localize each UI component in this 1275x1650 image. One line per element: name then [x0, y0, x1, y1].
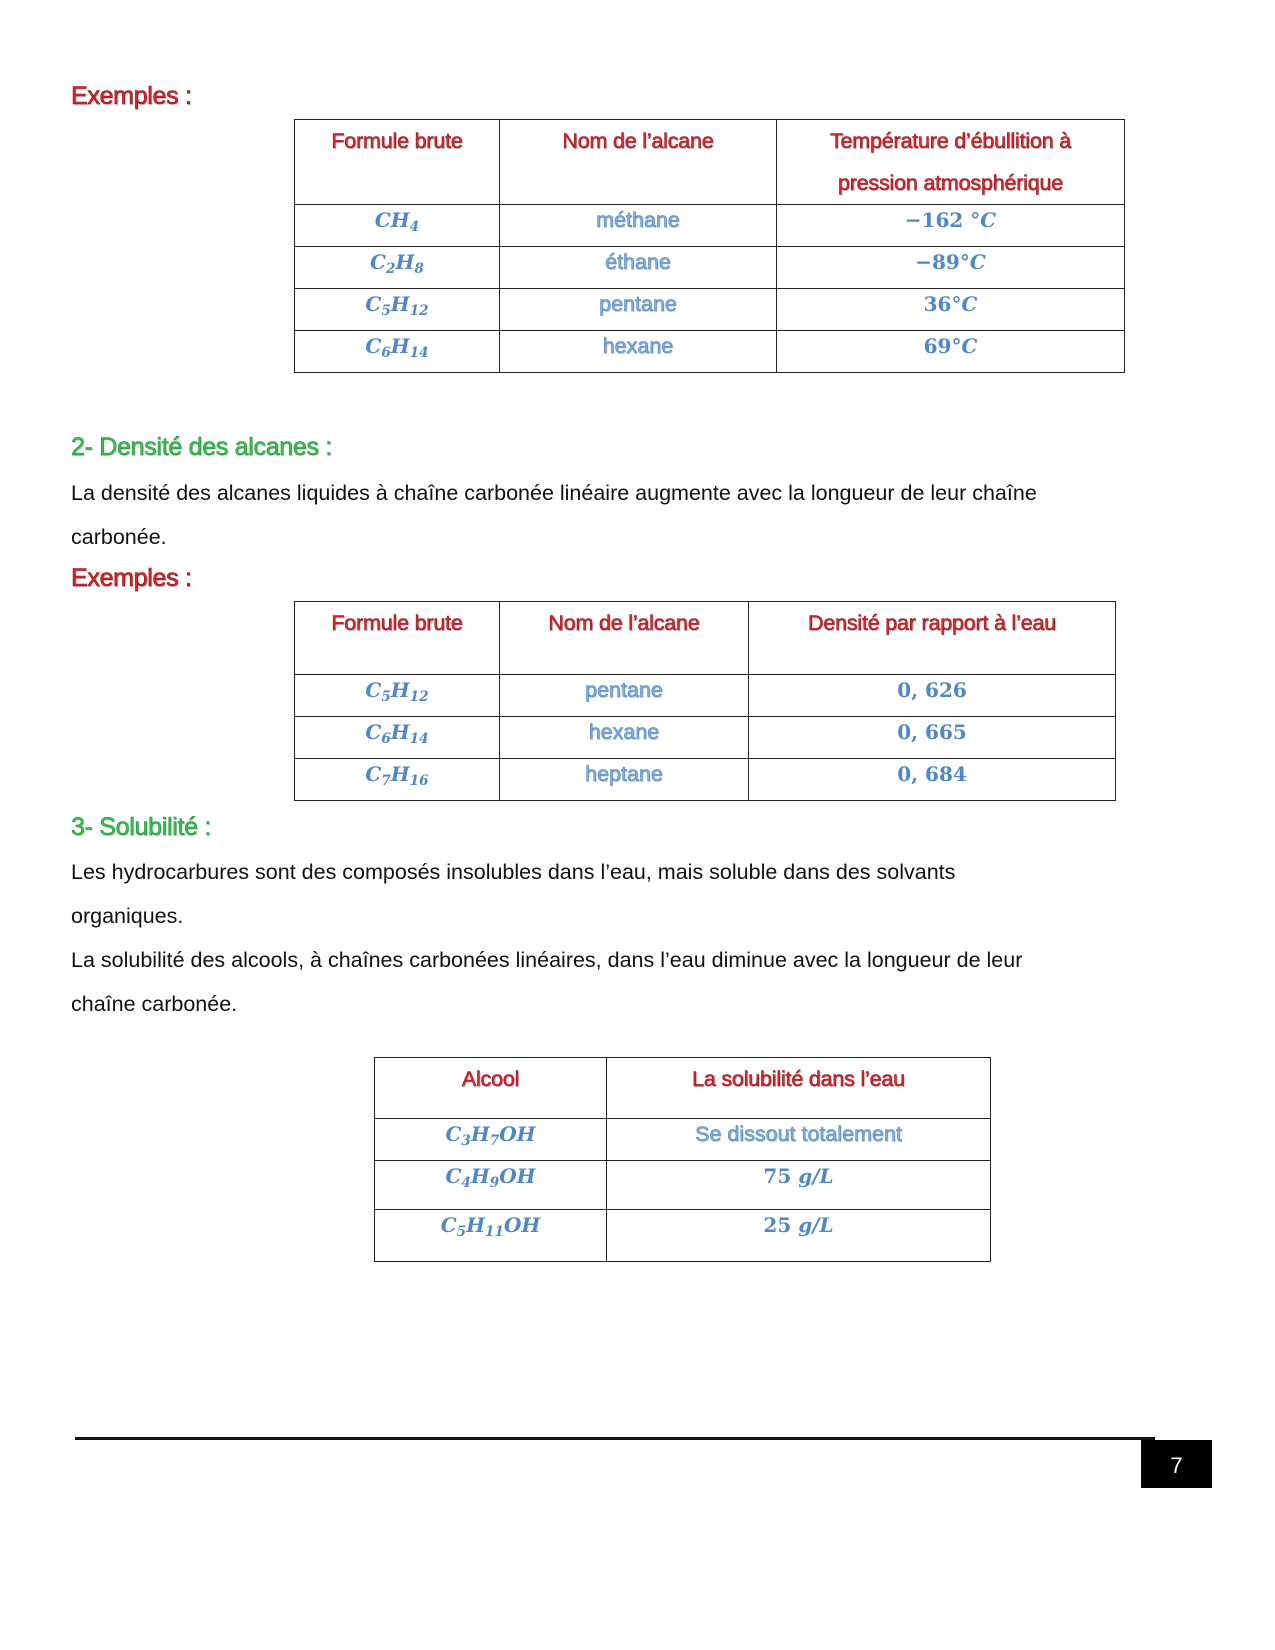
page-number: 7	[1141, 1440, 1212, 1488]
formula-cell: $C_5H_{12}$	[295, 675, 500, 717]
formula-cell: $C_5H_{12}$	[295, 289, 500, 331]
boiling-value-cell: 36°C	[777, 289, 1125, 331]
boiling-point-table	[294, 119, 1125, 373]
table-row	[295, 289, 1125, 331]
table-header-row	[375, 1058, 991, 1119]
formula-cell: $C_6H_{14}$	[295, 717, 500, 759]
section-3-title: 3- Solubilité :	[71, 813, 212, 841]
name-cell: éthane	[500, 247, 777, 289]
name-cell: pentane	[500, 289, 777, 331]
section-2-paragraph	[71, 471, 1211, 559]
table-row	[295, 205, 1125, 247]
header-formule-brute: Formule brute	[295, 120, 500, 205]
density-value-cell: 0, 684	[749, 759, 1116, 801]
table-row	[295, 759, 1116, 801]
table-row	[295, 247, 1125, 289]
header-temperature-line2: pression atmosphérique	[837, 171, 1064, 195]
formula-cell: $C_2H_8$	[295, 247, 500, 289]
header-formule-brute: Formule brute	[295, 602, 500, 675]
table-header-row	[295, 120, 1125, 205]
table-row	[295, 675, 1116, 717]
examples-heading-2: Exemples :	[71, 564, 192, 592]
table-row	[375, 1210, 991, 1262]
density-value-cell: 0, 626	[749, 675, 1116, 717]
table-row	[375, 1119, 991, 1161]
formula-cell: $C_4H_9OH$	[375, 1161, 607, 1210]
formula-cell: $C_3H_7OH$	[375, 1119, 607, 1161]
header-solubilite: La solubilité dans l’eau	[607, 1058, 991, 1119]
formula-cell: $C_6H_{14}$	[295, 331, 500, 373]
solubility-table	[374, 1057, 991, 1262]
density-value-cell: 0, 665	[749, 717, 1116, 759]
examples-heading-1: Exemples :	[71, 82, 192, 110]
table-row	[295, 331, 1125, 373]
table-header-row	[295, 602, 1116, 675]
header-temperature	[777, 120, 1125, 205]
header-nom-alcane: Nom de l’alcane	[500, 120, 777, 205]
paragraph-line: La densité des alcanes liquides à chaîne carbonée linéaire augmente avec la longueur de leur chaîne	[71, 481, 1037, 505]
paragraph-line: organiques.	[71, 904, 184, 928]
paragraph-line: La solubilité des alcools, à chaînes carbonées linéaires, dans l’eau diminue avec la longueur de leur	[71, 948, 1023, 972]
section-3-paragraph	[71, 850, 1211, 1026]
header-alcool: Alcool	[375, 1058, 607, 1119]
boiling-value-cell: −162 °C	[777, 205, 1125, 247]
header-densite: Densité par rapport à l’eau	[749, 602, 1116, 675]
paragraph-line: carbonée.	[71, 525, 167, 549]
section-2-title: 2- Densité des alcanes :	[71, 433, 333, 461]
density-table	[294, 601, 1116, 801]
table-row	[295, 717, 1116, 759]
solubility-value-cell: 75 g/L	[607, 1161, 991, 1210]
table-row	[375, 1161, 991, 1210]
name-cell: hexane	[500, 331, 777, 373]
solubility-value-cell: Se dissout totalement	[607, 1119, 991, 1161]
footer-rule	[75, 1437, 1155, 1440]
boiling-value-cell: −89°C	[777, 247, 1125, 289]
header-temperature-line1: Température d’ébullition à	[829, 129, 1071, 153]
header-nom-alcane: Nom de l’alcane	[500, 602, 749, 675]
name-cell: hexane	[500, 717, 749, 759]
formula-cell: $C_5H_{11}OH$	[375, 1210, 607, 1262]
formula-cell: $CH_4$	[295, 205, 500, 247]
boiling-value-cell: 69°C	[777, 331, 1125, 373]
solubility-value-cell: 25 g/L	[607, 1210, 991, 1262]
name-cell: méthane	[500, 205, 777, 247]
paragraph-line: Les hydrocarbures sont des composés insolubles dans l’eau, mais soluble dans des solvants	[71, 860, 956, 884]
paragraph-line: chaîne carbonée.	[71, 992, 238, 1016]
name-cell: heptane	[500, 759, 749, 801]
formula-cell: $C_7H_{16}$	[295, 759, 500, 801]
name-cell: pentane	[500, 675, 749, 717]
